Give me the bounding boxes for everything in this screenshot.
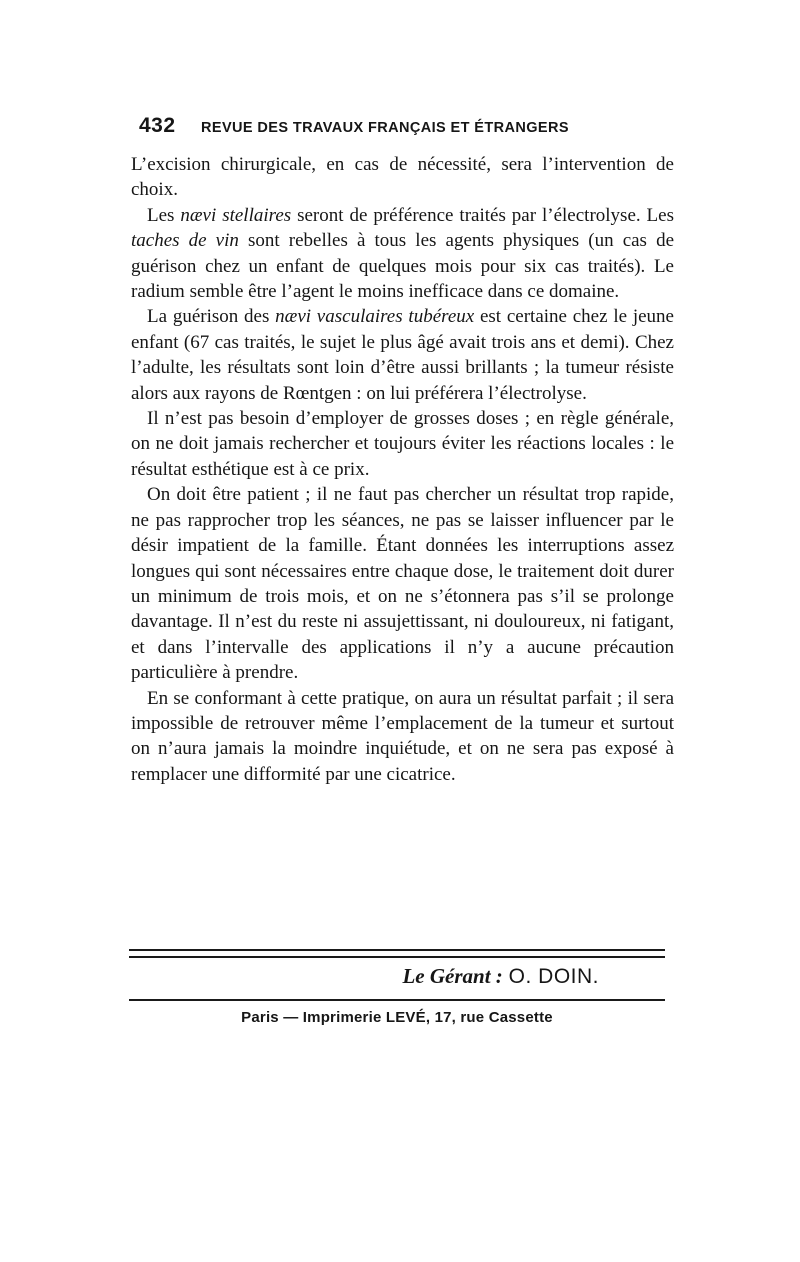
gerant-name: O. DOIN. xyxy=(508,965,599,988)
paragraph-text: sont rebelles à tous les agents physiques (un cas de guérison chez un enfant de quelques mois pour six cas traités). Le radium semble être l’agent le moins inefficace dans ce domaine. xyxy=(131,230,674,303)
paragraph-naevi-vasculaires xyxy=(131,304,674,406)
single-rule xyxy=(129,999,665,1001)
gerant-line xyxy=(129,964,599,989)
paragraph-text: est certaine chez le jeune enfant (67 cas traités, le sujet le plus âgé avait trois ans et demi). Chez l’adulte, les résultats sont loin d’être aussi brillants ; la tumeur résiste alors aux rayons de Rœntgen : on lui préférera l’électrolyse. xyxy=(131,306,674,404)
gerant-label: Le Gérant : xyxy=(402,964,503,988)
paragraph-patience: On doit être patient ; il ne faut pas chercher un résultat trop rapide, ne pas rapprocher trop les séances, ne pas se laisser influencer par le désir impatient de la famille. Étant données les interruptions assez longues qui sont nécessaires entre chaque dose, le traitement doit durer un minimum de trois mois, et on ne s’étonnera pas s’il se prolonge davantage. Il n’est du reste ni assujettissant, ni douloureux, ni fatigant, et dans l’intervalle des applications il n’y a aucune précaution particulière à prendre. xyxy=(131,484,674,684)
double-rule xyxy=(129,949,665,958)
paragraph-text: La guérison des xyxy=(147,306,276,328)
paragraph-excision: L’excision chirurgicale, en cas de nécessité, sera l’intervention de choix. xyxy=(131,154,674,201)
italic-term: nævi vasculaires tubéreux xyxy=(275,306,475,328)
running-title: REVUE DES TRAVAUX FRANÇAIS ET ÉTRANGERS xyxy=(201,120,569,136)
printer-imprint: Paris — Imprimerie LEVÉ, 17, rue Cassette xyxy=(241,1009,553,1026)
paragraph-naevi-stellaires xyxy=(131,203,674,305)
page-header xyxy=(139,114,674,144)
italic-term: nævi stellaires xyxy=(180,204,292,226)
page-number: 432 xyxy=(139,114,176,137)
paragraph-result: En se conformant à cette pratique, on aura un résultat parfait ; il sera impossible de retrouver même l’emplacement de la tumeur et surtout on n’aura jamais la moindre inquiétude, et on ne sera pas exposé à remplacer une difformité par une cicatrice. xyxy=(131,687,674,785)
italic-term: taches de vin xyxy=(131,230,239,252)
paragraph-text: Les xyxy=(147,204,181,226)
paragraph-doses: Il n’est pas besoin d’employer de grosses doses ; en règle générale, on ne doit jamais rechercher et toujours éviter les réactions locales : le résultat esthétique est à ce prix. xyxy=(131,408,674,480)
article-body xyxy=(131,152,674,787)
paragraph-text: seront de préférence traités par l’électrolyse. Les xyxy=(291,204,674,226)
